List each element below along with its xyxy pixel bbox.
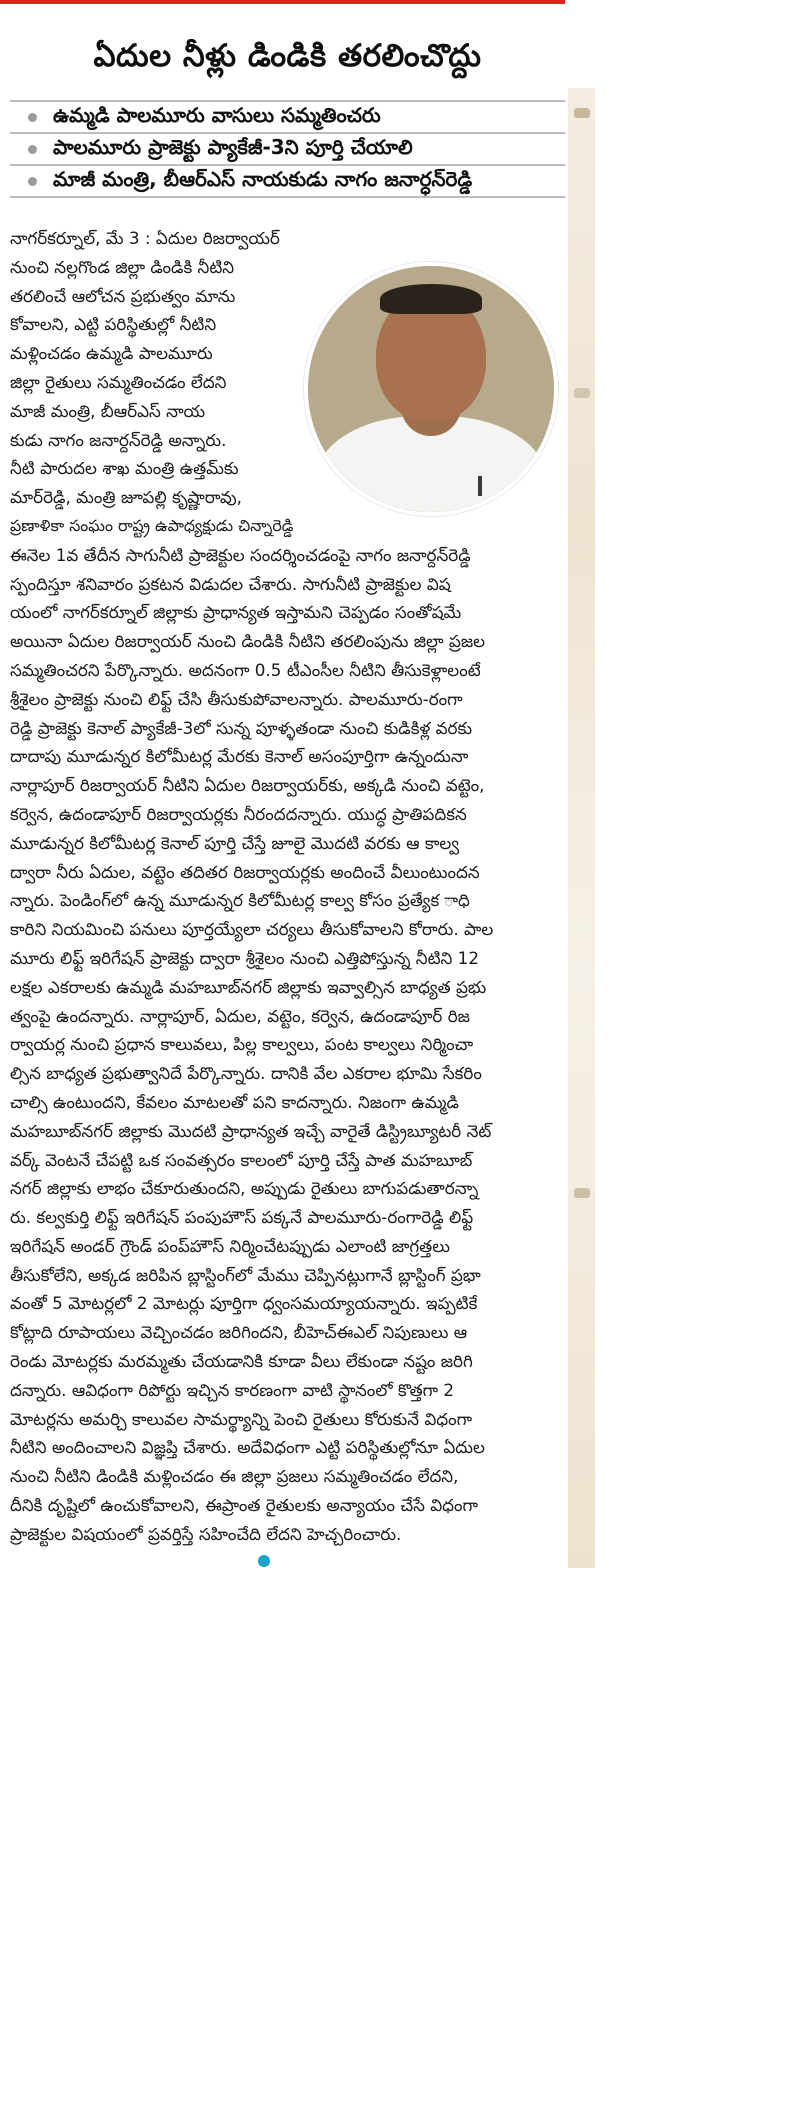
article-line: కుడు నాగం జనార్దన్‌రెడ్డి అన్నారు. — [10, 429, 227, 450]
article-line: ల్సిన బాధ్యత ప్రభుత్వానిదే పేర్కొన్నారు. దానికి వేల ఎకరాల భూమి సేకరిం — [10, 1063, 482, 1084]
bullet-icon — [28, 145, 37, 154]
bullet-item — [10, 164, 565, 198]
article-line: తరలించే ఆలోచన ప్రభుత్వం మాను — [10, 285, 236, 306]
article-line: యంలో నాగర్‌కర్నూల్ జిల్లాకు ప్రాధాన్యత ఇస్తామని చెప్పడం సంతోషమే — [10, 602, 462, 623]
bullet-icon — [28, 113, 37, 122]
article-line: నగర్ జిల్లాకు లాభం చేకూరుతుందని, అప్పుడు రైతులు బాగుపడుతారన్నా — [10, 1178, 479, 1199]
bullet-item — [10, 132, 565, 164]
subheading-bullets — [10, 100, 565, 198]
article-line: సమ్మతించరని పేర్కొన్నారు. అదనంగా 0.5 టీఎంసీల నీటిని తీసుకెళ్లాలంటే — [10, 659, 481, 680]
article-line: శ్రీశైలం ప్రాజెక్టు నుంచి లిఫ్ట్ చేసి తీసుకుపోవాలన్నారు. పాలమూరు-రంగా — [10, 688, 463, 709]
article-line: కోవాలని, ఎట్టి పరిస్థితుల్లో నీటిని — [10, 314, 217, 335]
bullet-icon — [28, 177, 37, 186]
article-line: తీసుకోలేని, అక్కడ జరిపిన బ్లాస్టింగ్‌లో మేము చెప్పినట్లుగానే బ్లాస్టింగ్ ప్రభా — [10, 1264, 481, 1285]
article-line: మోటర్లను అమర్చి కాలువల సామర్థ్యాన్ని పెంచి రైతులు కోరుకునే విధంగా — [10, 1408, 473, 1429]
article-line: స్పందిస్తూ శనివారం ప్రకటన విడుదల చేశారు. సాగునీటి ప్రాజెక్టుల విష — [10, 573, 451, 594]
article-line: త్వంపై ఉందన్నారు. నార్లాపూర్, ఏదుల, వట్టెం, కర్వెన, ఉదండాపూర్ రిజ — [10, 1005, 470, 1026]
article-line: మళ్లించడం ఉమ్మడి పాలమూరు — [10, 343, 213, 364]
article-line: వంతో 5 మోటర్లలో 2 మోటర్లు పూర్తిగా ధ్వంసమయ్యాయన్నారు. ఇప్పటికే — [10, 1293, 478, 1314]
article-line: రెడ్డి ప్రాజెక్టు కెనాల్ ప్యాకేజీ-3లో సున్న పూళ్ళతండా నుంచి కుడికిళ్ల వరకు — [10, 717, 473, 738]
article-line: ఇరిగేషన్ అండర్ గ్రౌండ్ పంప్‌హౌస్ నిర్మించేటప్పుడు ఎలాంటి జాగ్రత్తలు — [10, 1235, 450, 1256]
article-line: ద్వారా నీరు ఏదుల, వట్టెం తదితర రిజర్వాయర్లకు అందించే వీలుంటుందన — [10, 861, 480, 882]
article-line: రు. కల్వకుర్తి లిఫ్ట్ ఇరిగేషన్ పంపుహౌస్ పక్కనే పాలమూరు-రంగారెడ్డి లిఫ్ట్ — [10, 1207, 474, 1228]
article-line: అయినా ఏదుల రిజర్వాయర్ నుంచి డిండికి నీటిని తరలింపును జిల్లా ప్రజల — [10, 631, 486, 652]
article-line: నీటిని అందించాలని విజ్ఞప్తి చేశారు. అదేవిధంగా ఎట్టి పరిస్థితుల్లోనూ ఏదుల — [10, 1437, 485, 1458]
article-line: నుంచి నల్లగొండ జిల్లా డిండికి నీటిని — [10, 256, 235, 277]
article-line: మూడున్నర కిలోమీటర్ల కెనాల్ పూర్తి చేస్తే జూలై మొదటి వరకు ఆ కాల్వ — [10, 832, 460, 853]
adjacent-column-edge — [568, 88, 595, 1568]
article-line: వర్క్ వెంటనే చేపట్టి ఒక సంవత్సరం కాలంలో పూర్తి చేస్తే పాత మహబూబ్ — [10, 1149, 473, 1170]
headline: ఏదుల నీళ్లు డిండికి తరలించొద్దు — [93, 38, 482, 74]
page-marker-dot — [258, 1555, 270, 1567]
article-line: ప్రణాళికా సంఘం రాష్ట్ర ఉపాధ్యక్షుడు చిన్నారెడ్డి — [10, 515, 294, 535]
article-line: రెండు మోటర్లకు మరమ్మతు చేయడానికి కూడా వీలు లేకుండా నష్టం జరిగి — [10, 1351, 473, 1372]
article-line: కారిని నియమించి పనులు పూర్తయ్యేలా చర్యలు తీసుకోవాలని కోరారు. పాల — [10, 919, 494, 940]
top-accent-bar — [0, 0, 565, 4]
article-line: చాల్సి ఉంటుందని, కేవలం మాటలతో పని కాదన్నారు. నిజంగా ఉమ్మడి — [10, 1091, 459, 1112]
article-line: మాజీ మంత్రి, బీఆర్ఎస్ నాయ — [10, 400, 206, 421]
article-line: నాగర్‌కర్నూల్, మే 3 : ఏదుల రిజర్వాయర్ — [10, 228, 280, 248]
article-line: దాదాపు మూడున్నర కిలోమీటర్ల మేరకు కెనాల్ అసంపూర్తిగా ఉన్నందునా — [10, 746, 469, 767]
article-line: కోట్లాది రూపాయలు వెచ్చించడం జరిగిందని, బీహెచ్ఈఎల్ నిపుణులు ఆ — [10, 1322, 468, 1343]
article-line: నుంచి నీటిని డిండికి మళ్లించడం ఈ జిల్లా ప్రజలు సమ్మతించడం లేదని, — [10, 1466, 459, 1487]
article-line: జిల్లా రైతులు సమ్మతించడం లేదని — [10, 371, 227, 392]
bullet-text: ఉమ్మడి పాలమూరు వాసులు సమ్మతించరు — [53, 102, 381, 127]
article-line: మహబూబ్‌నగర్ జిల్లాకు మొదటి ప్రాధాన్యత ఇచ్చే వారైతే డిస్ట్రిబ్యూటరీ నెట్ — [10, 1120, 492, 1141]
article-body — [10, 224, 565, 1549]
article-line: దన్నారు. ఆవిధంగా రిపోర్టు ఇచ్చిన కారణంగా వాటి స్థానంలో కొత్తగా 2 — [10, 1379, 455, 1400]
article-line: దీనికి దృష్టిలో ఉంచుకోవాలని, ఈప్రాంత రైతులకు అన్యాయం చేసే విధంగా — [10, 1495, 478, 1516]
bullet-text: మాజీ మంత్రి, బీఆర్ఎస్ నాయకుడు నాగం జనార్ధన్‌రెడ్డి — [53, 166, 473, 191]
article-line: న్నారు. పెండింగ్‌లో ఉన్న మూడున్నర కిలోమీటర్ల కాల్వ కోసం ప్రత్యేక ాధి — [10, 890, 470, 911]
bullet-text: పాలమూరు ప్రాజెక్టు ప్యాకేజీ-3ని పూర్తి చేయాలి — [53, 134, 413, 159]
article-line: ర్వాయర్ల నుంచి ప్రధాన కాలువలు, పిల్ల కాల్వలు, పంట కాల్వలు నిర్మించా — [10, 1034, 474, 1055]
article-line: కర్వెన, ఉదండాపూర్ రిజర్వాయర్లకు నీరందదన్నారు. యుద్ధ ప్రాతిపదికన — [10, 803, 467, 824]
article-line: మూరు లిఫ్ట్ ఇరిగేషన్ ప్రాజెక్టు ద్వారా శ్రీశైలం నుంచి ఎత్తిపోస్తున్న నీటిని 12 — [10, 947, 480, 968]
article-line: నార్లాపూర్ రిజర్వాయర్ నీటిని ఏదుల రిజర్వాయర్‌కు, అక్కడి నుంచి వట్టెం, — [10, 775, 485, 796]
bullet-item — [10, 100, 565, 132]
article-line: ప్రాజెక్టుల విషయంలో ప్రవర్తిస్తే సహించేది లేదని హెచ్చరించారు. — [10, 1523, 402, 1544]
article-line: నీటి పారుదల శాఖ మంత్రి ఉత్తమ్‌కు — [10, 458, 239, 479]
article-line: లక్షల ఎకరాలకు ఉమ్మడి మహబూబ్‌నగర్ జిల్లాకు ఇవ్వాల్సిన బాధ్యత ప్రభు — [10, 976, 487, 997]
article-line: ఈనెల 1వ తేదీన సాగునీటి ప్రాజెక్టుల సందర్శించడంపై నాగం జనార్దన్‌రెడ్డి — [10, 544, 471, 565]
article-line: మార్‌రెడ్డి, మంత్రి జూపల్లి కృష్ణారావు, — [10, 487, 243, 508]
